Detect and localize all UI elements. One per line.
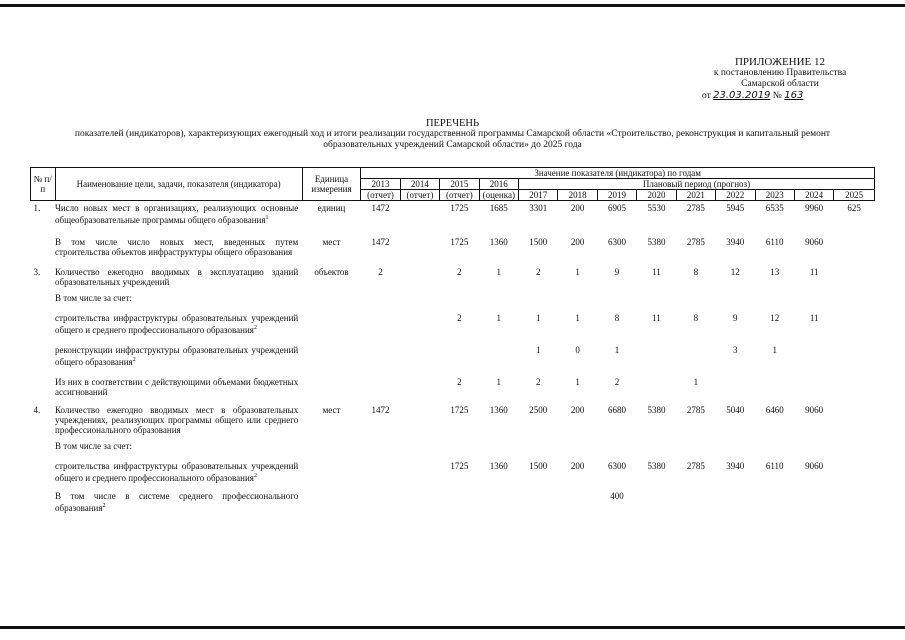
value-cell: 2: [457, 267, 462, 277]
handwritten-number: 163: [784, 90, 804, 101]
header-year: 2013: [361, 179, 400, 190]
value-cell: [716, 441, 755, 451]
value-cell: 9060: [805, 237, 824, 247]
value-cell: 3301: [529, 203, 548, 213]
value-cell: [558, 293, 597, 303]
header-plan-year: 2023: [755, 190, 794, 201]
title-heading: ПЕРЕЧЕНЬ: [425, 118, 480, 129]
value-cell: 200: [570, 461, 585, 471]
value-cell: [716, 377, 755, 397]
value-cell: 6680: [608, 405, 627, 415]
value-cell: [400, 267, 439, 287]
header-plan-year: 2020: [637, 190, 676, 201]
value-cell: [479, 441, 518, 451]
value-cell: [794, 441, 833, 451]
value-cell: 5040: [726, 405, 745, 415]
scan-edge-top: [0, 4, 905, 7]
indicator-name: строительства инфраструктуры образовательных учреждений общего и среднего профессионального образования: [55, 313, 299, 335]
table-row: [31, 267, 875, 287]
value-cell: [400, 313, 439, 335]
value-cell: [834, 345, 875, 367]
header-unit: Единица измерения: [302, 168, 361, 201]
value-cell: 400: [610, 491, 624, 501]
value-cell: 11: [652, 313, 661, 323]
value-cell: [834, 267, 875, 287]
row-number: [31, 293, 56, 303]
value-cell: [676, 491, 715, 513]
value-cell: 9060: [805, 405, 824, 415]
value-cell: 1685: [489, 203, 508, 213]
value-cell: [518, 491, 557, 513]
value-cell: 1725: [450, 203, 469, 213]
value-cell: 1: [496, 313, 502, 323]
indicator-name-cell: [55, 237, 302, 257]
value-cell: 9: [614, 267, 620, 277]
row-number: [31, 237, 56, 257]
row-spacer: [31, 303, 875, 313]
header-plan-year: 2022: [716, 190, 755, 201]
header-year-note: (отчет): [440, 190, 479, 201]
row-number: [31, 345, 56, 367]
value-cell: [400, 441, 439, 451]
value-cell: [440, 441, 479, 451]
value-cell: 2: [614, 377, 620, 387]
value-cell: [637, 293, 676, 303]
value-cell: [676, 345, 715, 367]
value-cell: 2500: [529, 405, 548, 415]
value-cell: 2: [535, 377, 541, 387]
value-cell: [479, 491, 518, 513]
value-cell: 11: [809, 267, 819, 277]
unit-cell: [302, 313, 361, 335]
header-plan-year: 2018: [558, 190, 597, 201]
indicator-name: Число новых мест в организациях, реализующих основные общеобразовательные программы общего образования: [55, 203, 299, 225]
value-cell: [400, 203, 439, 225]
header-name: Наименование цели, задачи, показателя (индикатора): [55, 168, 302, 201]
indicator-name: Из них в соответствии с действующими объемами бюджетных ассигнований: [55, 377, 299, 397]
indicator-name-cell: [55, 203, 302, 225]
header-year-note: (отчет): [361, 190, 400, 201]
value-cell: [834, 491, 875, 513]
value-cell: 2: [457, 377, 462, 387]
handwritten-date: 23.03.2019: [713, 90, 771, 101]
value-cell: [834, 237, 875, 257]
table-row: [31, 237, 875, 257]
footnote-mark: 2: [102, 503, 106, 509]
value-cell: [518, 293, 557, 303]
row-number: [31, 441, 56, 451]
unit-cell: [302, 377, 361, 397]
document-title: [30, 118, 875, 151]
table-row: [31, 203, 875, 225]
value-cell: 8: [693, 313, 699, 323]
value-cell: [755, 293, 794, 303]
value-cell: 5380: [647, 461, 666, 471]
value-cell: [755, 491, 794, 513]
value-cell: [755, 377, 794, 397]
value-cell: 1725: [450, 405, 469, 415]
value-cell: 5380: [647, 237, 666, 247]
value-cell: 1472: [371, 405, 390, 415]
value-cell: 2785: [686, 203, 705, 213]
unit-cell: единиц: [317, 203, 346, 213]
value-cell: [834, 405, 875, 435]
value-cell: [834, 313, 875, 335]
value-cell: [440, 293, 479, 303]
appendix-line-3: Самарской области: [741, 79, 819, 89]
value-cell: [597, 293, 636, 303]
value-cell: [676, 293, 715, 303]
row-spacer: [31, 257, 875, 267]
header-year-note: (отчет): [400, 190, 439, 201]
value-cell: 2: [535, 267, 541, 277]
value-cell: 3940: [726, 461, 745, 471]
value-cell: 1360: [489, 461, 508, 471]
value-cell: 625: [847, 203, 861, 213]
value-cell: [361, 441, 400, 451]
row-number: [31, 461, 56, 483]
footnote-mark: 2: [253, 473, 257, 479]
spacer-cell: [31, 483, 875, 491]
appendix-title: ПРИЛОЖЕНИЕ 12: [734, 56, 826, 68]
value-cell: 5380: [647, 405, 666, 415]
spacer-cell: [31, 225, 875, 237]
table-row: [31, 345, 875, 367]
value-cell: [400, 237, 439, 257]
title-line-2: показателей (индикаторов), характеризующих ежегодный ход и итоги реализации государственной программы Самарской области «Строительство, реконструкция и капитальный ремонт: [74, 129, 831, 139]
value-cell: 3: [733, 345, 738, 355]
indicator-name: Количество ежегодно вводимых мест в образовательных учреждениях, реализующих программы общего или среднего профессионального образования: [55, 405, 299, 435]
value-cell: 9060: [805, 461, 824, 471]
footnote-mark: 2: [253, 325, 257, 331]
spacer-cell: [31, 303, 875, 313]
value-cell: [637, 345, 676, 367]
value-cell: [558, 491, 597, 513]
value-cell: 2785: [686, 405, 705, 415]
table-row: [31, 405, 875, 435]
row-spacer: [31, 335, 875, 345]
scan-edge-bottom: [0, 626, 905, 629]
value-cell: 8: [693, 267, 699, 277]
value-cell: [794, 491, 833, 513]
value-cell: [637, 441, 676, 451]
value-cell: [834, 441, 875, 451]
value-cell: 6300: [608, 237, 627, 247]
value-cell: [518, 441, 557, 451]
value-cell: [637, 491, 676, 513]
indicator-name-cell: [55, 441, 302, 451]
value-cell: [361, 377, 400, 397]
value-cell: 1360: [489, 405, 508, 415]
value-cell: 200: [570, 237, 585, 247]
value-cell: [400, 345, 439, 367]
indicators-table: [30, 167, 875, 513]
value-cell: 6905: [608, 203, 627, 213]
value-cell: 11: [652, 267, 661, 277]
table-row: [31, 491, 875, 513]
value-cell: [400, 461, 439, 483]
header-year: 2014: [400, 179, 439, 190]
appendix-block: [690, 56, 870, 102]
value-cell: 5530: [647, 203, 666, 213]
value-cell: 6110: [765, 237, 784, 247]
value-cell: 200: [570, 203, 585, 213]
header-plan-year: 2017: [518, 190, 557, 201]
spacer-cell: [31, 451, 875, 461]
value-cell: 12: [770, 313, 780, 323]
unit-cell: [302, 293, 361, 303]
value-cell: [597, 441, 636, 451]
header-plan-year: 2019: [597, 190, 636, 201]
value-cell: 1500: [529, 237, 548, 247]
indicator-name-cell: [55, 461, 302, 483]
value-cell: 1: [772, 345, 777, 355]
row-number: 1.: [33, 203, 41, 213]
row-spacer: [31, 451, 875, 461]
value-cell: 2: [457, 313, 462, 323]
value-cell: 200: [570, 405, 585, 415]
row-number: [31, 377, 56, 397]
value-cell: 3940: [726, 237, 745, 247]
unit-cell: [302, 441, 361, 451]
value-cell: [400, 377, 439, 397]
header-plan-year: 2021: [676, 190, 715, 201]
value-cell: [361, 313, 400, 335]
value-cell: 6110: [765, 461, 784, 471]
value-cell: 1: [575, 377, 580, 387]
footnote-mark: 2: [132, 357, 136, 363]
row-spacer: [31, 483, 875, 491]
value-cell: 1: [535, 345, 541, 355]
value-cell: 6535: [765, 203, 784, 213]
value-cell: [440, 345, 479, 367]
value-cell: [361, 491, 400, 513]
value-cell: 9960: [805, 203, 824, 213]
indicator-name-cell: [55, 405, 302, 435]
indicator-name: Количество ежегодно вводимых в эксплуатацию зданий образовательных учреждений: [55, 267, 299, 287]
title-line-3: образовательных учреждений Самарской области» до 2025 года: [323, 140, 582, 150]
table-row: [31, 377, 875, 397]
indicator-name: строительства инфраструктуры образовательных учреждений общего и среднего профессионального образования: [55, 461, 299, 483]
value-cell: 9: [733, 313, 738, 323]
value-cell: 2785: [686, 237, 705, 247]
unit-cell: [302, 461, 361, 483]
value-cell: [361, 293, 400, 303]
value-cell: 6300: [608, 461, 627, 471]
value-cell: [558, 441, 597, 451]
spacer-cell: [31, 257, 875, 267]
header-year-note: (оценка): [479, 190, 518, 201]
row-spacer: [31, 225, 875, 237]
header-year: 2016: [479, 179, 518, 190]
unit-cell: объектов: [314, 267, 349, 277]
footnote-mark: 1: [265, 215, 269, 221]
value-cell: [794, 345, 833, 367]
value-cell: [794, 377, 833, 397]
header-plan: Плановый период (прогноз): [518, 179, 874, 190]
value-cell: 6460: [765, 405, 784, 415]
table-row: [31, 313, 875, 335]
spacer-cell: [31, 397, 875, 405]
table-row: [31, 461, 875, 483]
value-cell: 1: [535, 313, 541, 323]
value-cell: [400, 491, 439, 513]
value-cell: 1472: [371, 203, 390, 213]
spacer-cell: [31, 367, 875, 377]
value-cell: 1: [693, 377, 699, 387]
spacer-cell: [31, 335, 875, 345]
value-cell: 1: [575, 267, 580, 277]
value-cell: [716, 491, 755, 513]
value-cell: 2: [378, 267, 383, 277]
value-cell: 0: [575, 345, 580, 355]
row-number: [31, 491, 56, 513]
row-spacer: [31, 367, 875, 377]
header-plan-year: 2025: [834, 190, 875, 201]
header-year: 2015: [440, 179, 479, 190]
value-cell: 1: [496, 267, 502, 277]
header-values: Значение показателя (индикатора) по годам: [361, 168, 875, 179]
value-cell: [716, 293, 755, 303]
indicator-name: реконструкции инфраструктуры образовательных учреждений общего образования: [55, 345, 299, 367]
row-spacer: [31, 397, 875, 405]
table-row: [31, 441, 875, 451]
indicator-name: В том числе число новых мест, введенных путем строительства объектов инфраструктуры общего образования: [55, 237, 299, 257]
value-cell: [834, 377, 875, 397]
value-cell: 1472: [371, 237, 390, 247]
value-cell: [479, 345, 518, 367]
value-cell: 2785: [686, 461, 705, 471]
appendix-date-line: от 23.03.2019 № 163: [702, 90, 804, 101]
unit-cell: мест: [322, 237, 341, 247]
value-cell: [400, 293, 439, 303]
value-cell: [676, 441, 715, 451]
value-cell: [440, 491, 479, 513]
header-plan-year: 2024: [794, 190, 833, 201]
indicator-name: В том числе за счет:: [55, 441, 132, 451]
unit-cell: [302, 491, 361, 513]
value-cell: [361, 461, 400, 483]
value-cell: 1725: [450, 461, 469, 471]
value-cell: 1500: [529, 461, 548, 471]
row-number: 3.: [33, 267, 41, 277]
value-cell: [834, 461, 875, 483]
indicator-name-cell: [55, 293, 302, 303]
appendix-line-2: к постановлению Правительства: [713, 68, 847, 78]
value-cell: [479, 293, 518, 303]
value-cell: 5945: [726, 203, 745, 213]
value-cell: 1: [575, 313, 580, 323]
value-cell: [361, 345, 400, 367]
row-number: 4.: [33, 405, 41, 415]
value-cell: 8: [614, 313, 620, 323]
value-cell: [637, 377, 676, 397]
value-cell: 1: [496, 377, 502, 387]
value-cell: 11: [809, 313, 819, 323]
indicator-name-cell: [55, 491, 302, 513]
value-cell: 13: [770, 267, 780, 277]
value-cell: [794, 293, 833, 303]
value-cell: 1: [614, 345, 620, 355]
value-cell: 1725: [450, 237, 469, 247]
unit-cell: [302, 345, 361, 367]
indicator-name-cell: [55, 377, 302, 397]
indicator-name-cell: [55, 313, 302, 335]
value-cell: 1360: [489, 237, 508, 247]
unit-cell: мест: [322, 405, 341, 415]
indicator-name-cell: [55, 267, 302, 287]
table-row: [31, 293, 875, 303]
value-cell: [400, 405, 439, 435]
indicator-name: В том числе в системе среднего профессионального образования: [55, 491, 299, 513]
indicator-name: В том числе за счет:: [55, 293, 132, 303]
value-cell: [834, 293, 875, 303]
value-cell: 12: [730, 267, 740, 277]
value-cell: [755, 441, 794, 451]
indicator-name-cell: [55, 345, 302, 367]
row-number: [31, 313, 56, 335]
header-num: № п/п: [31, 168, 56, 201]
